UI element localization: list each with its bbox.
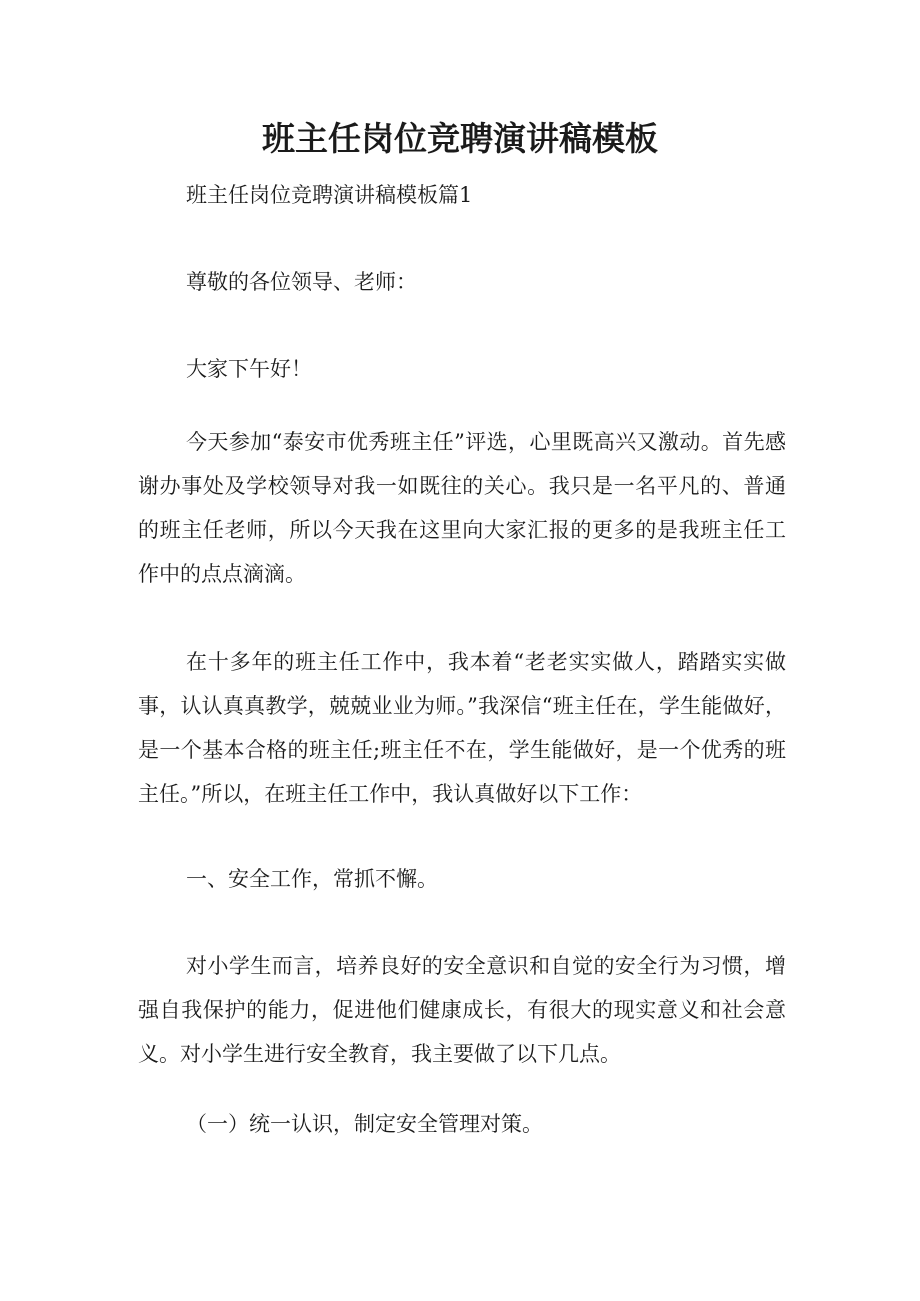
intro-paragraph: 今天参加“泰安市优秀班主任”评选，心里既高兴又激动。首先感谢办事处及学校领导对我一如既往的关心。我只是一名平凡的、普通的班主任老师，所以今天我在这里向大家汇报的更多的是我班主任工作中的点点滴滴。 [138,430,786,586]
greeting-paragraph: 大家下午好！ [186,357,312,381]
salutation-paragraph: 尊敬的各位领导、老师： [186,270,417,294]
document-subtitle: 班主任岗位竞聘演讲稿模板篇1 [186,183,473,207]
list-item-unified-understanding: （一）统一认识，制定安全管理对策。 [186,1112,543,1136]
work-principles-paragraph: 在十多年的班主任工作中，我本着“老老实实做人，踏踏实实做事，认认真真教学，兢兢业业为师。”我深信“班主任在，学生能做好，是一个基本合格的班主任;班主任不在，学生能做好，是一个优秀的班主任。”所以，在班主任工作中，我认真做好以下工作： [138,650,786,806]
document-title: 班主任岗位竞聘演讲稿模板 [262,119,658,158]
safety-paragraph: 对小学生而言，培养良好的安全意识和自觉的安全行为习惯，增强自我保护的能力，促进他们健康成长，有很大的现实意义和社会意义。对小学生进行安全教育，我主要做了以下几点。 [138,954,786,1066]
section-heading-safety: 一、安全工作，常抓不懈。 [186,867,438,891]
